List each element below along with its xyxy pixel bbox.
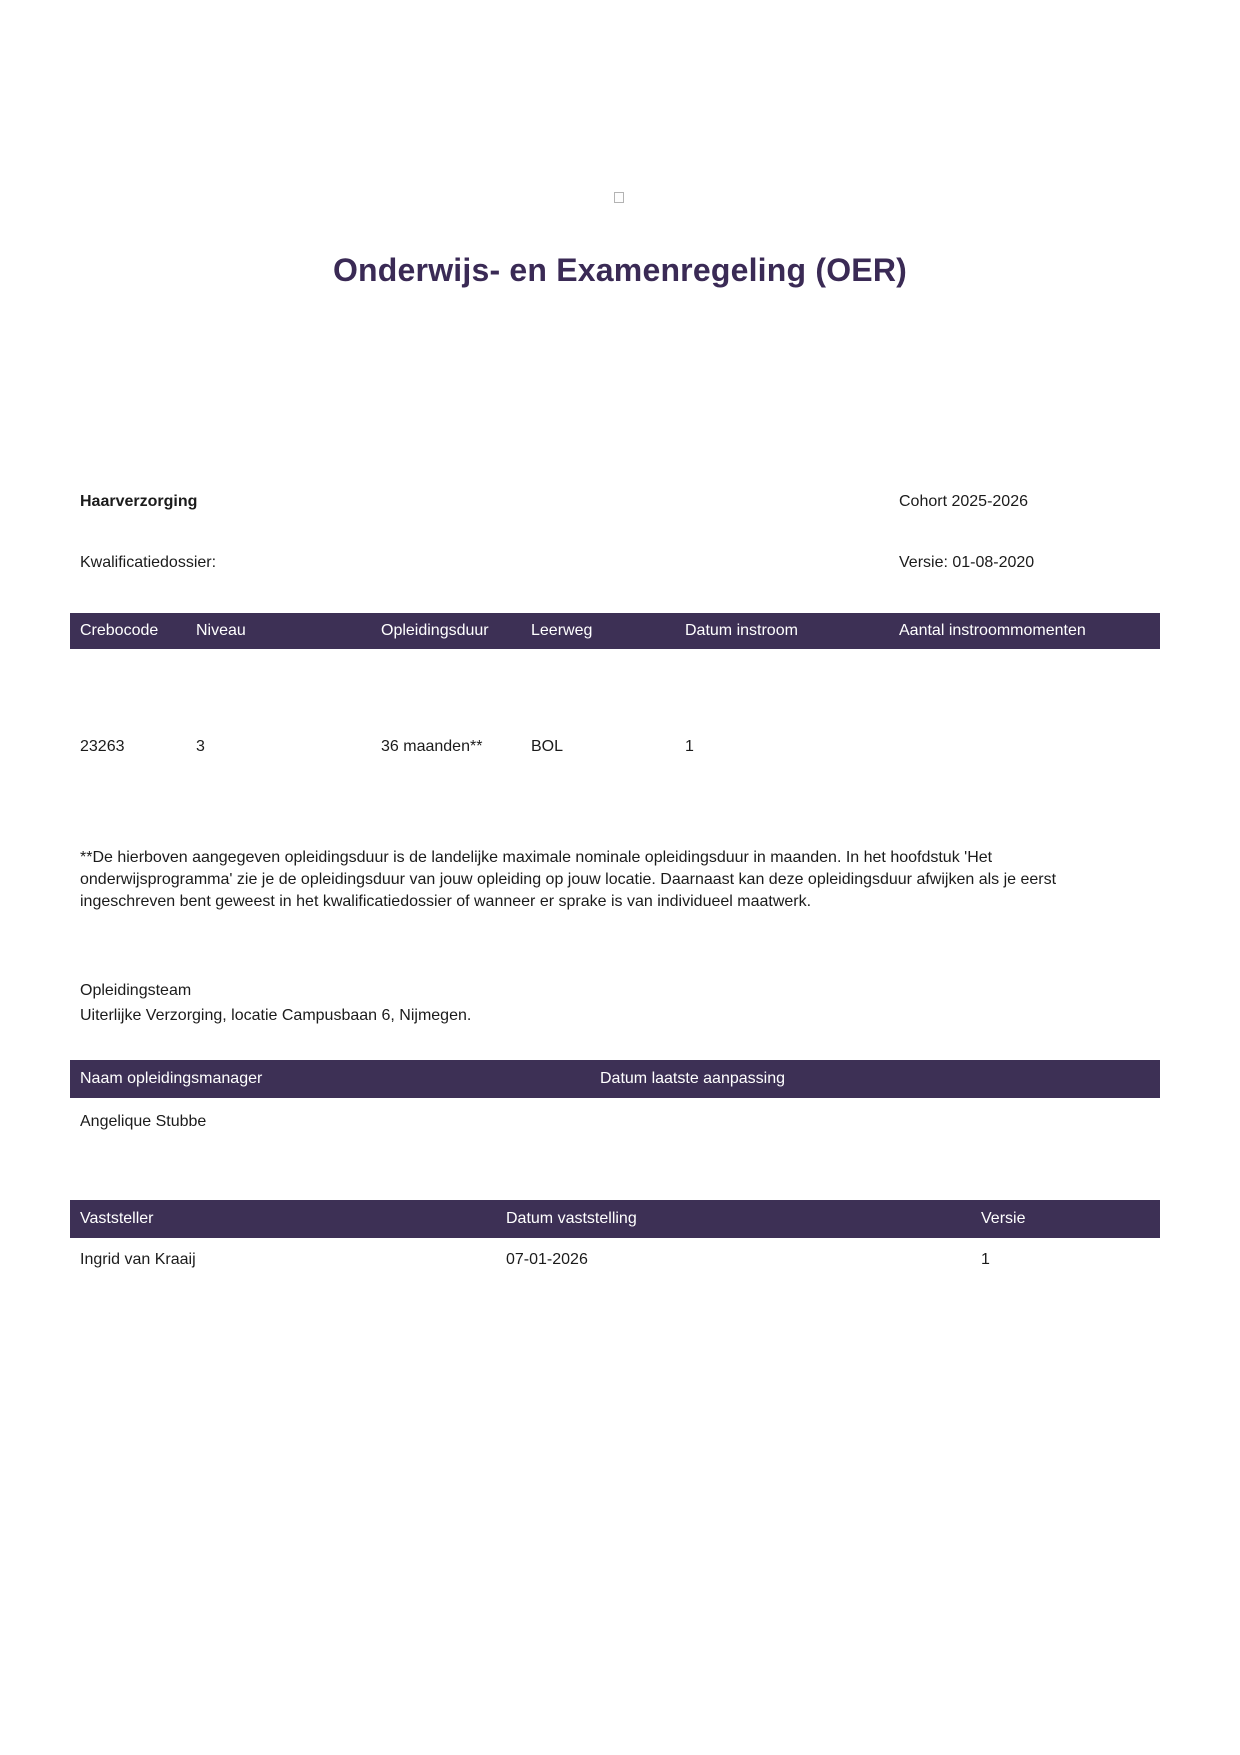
- column-header-datum-instroom: Datum instroom: [685, 622, 798, 639]
- column-header-versie: Versie: [981, 1210, 1026, 1227]
- version-label: Versie: 01-08-2020: [899, 554, 1035, 571]
- column-header-niveau: Niveau: [196, 622, 246, 639]
- approval-table-header: [70, 1200, 1160, 1238]
- cell-opleidingsmanager: Angelique Stubbe: [80, 1113, 207, 1130]
- column-header-vaststeller: Vaststeller: [80, 1210, 154, 1227]
- team-heading: Opleidingsteam: [80, 982, 192, 999]
- page-title: Onderwijs- en Examenregeling (OER): [332, 252, 908, 288]
- column-header-aantal-instroommomenten: Aantal instroommomenten: [899, 622, 1086, 639]
- cell-vaststeller: Ingrid van Kraaij: [80, 1251, 196, 1268]
- program-name: Haarverzorging: [80, 493, 198, 510]
- cell-datum-vaststelling: 07-01-2026: [506, 1251, 588, 1268]
- cell-datum-instroom: 1: [685, 738, 694, 755]
- column-header-crebocode: Crebocode: [80, 622, 159, 639]
- duration-footnote: **De hierboven aangegeven opleidingsduur is de landelijke maximale nominale opleidingsduur in maanden. In het hoofdstuk 'Het onderwijsprogramma' zie je de opleidingsduur van jouw opleiding op jouw locatie. Daarnaast kan deze opleidingsduur afwijken als je eerst ingeschreven bent geweest in het kwalificatiedossier of wanneer er sprake is van individueel maatwerk.: [80, 849, 1057, 910]
- cell-leerweg: BOL: [531, 738, 564, 755]
- cell-crebocode: 23263: [80, 738, 125, 755]
- column-header-datum-vaststelling: Datum vaststelling: [506, 1210, 637, 1227]
- cell-opleidingsduur: 36 maanden**: [381, 738, 483, 755]
- cohort-label: Cohort 2025-2026: [899, 493, 1028, 510]
- program-table-header: [70, 613, 1160, 649]
- column-header-datum-laatste-aanpassing: Datum laatste aanpassing: [600, 1070, 785, 1087]
- column-header-opleidingsduur: Opleidingsduur: [381, 622, 489, 639]
- cell-niveau: 3: [196, 738, 205, 755]
- column-header-naam-opleidingsmanager: Naam opleidingsmanager: [80, 1070, 263, 1087]
- column-header-leerweg: Leerweg: [531, 622, 593, 639]
- manager-table-header: [70, 1060, 1160, 1098]
- cell-versie: 1: [981, 1251, 990, 1268]
- team-description: Uiterlijke Verzorging, locatie Campusbaan 6, Nijmegen.: [80, 1007, 472, 1024]
- missing-image-icon: [614, 192, 624, 203]
- dossier-label: Kwalificatiedossier:: [80, 554, 217, 571]
- team-block: [80, 978, 471, 1028]
